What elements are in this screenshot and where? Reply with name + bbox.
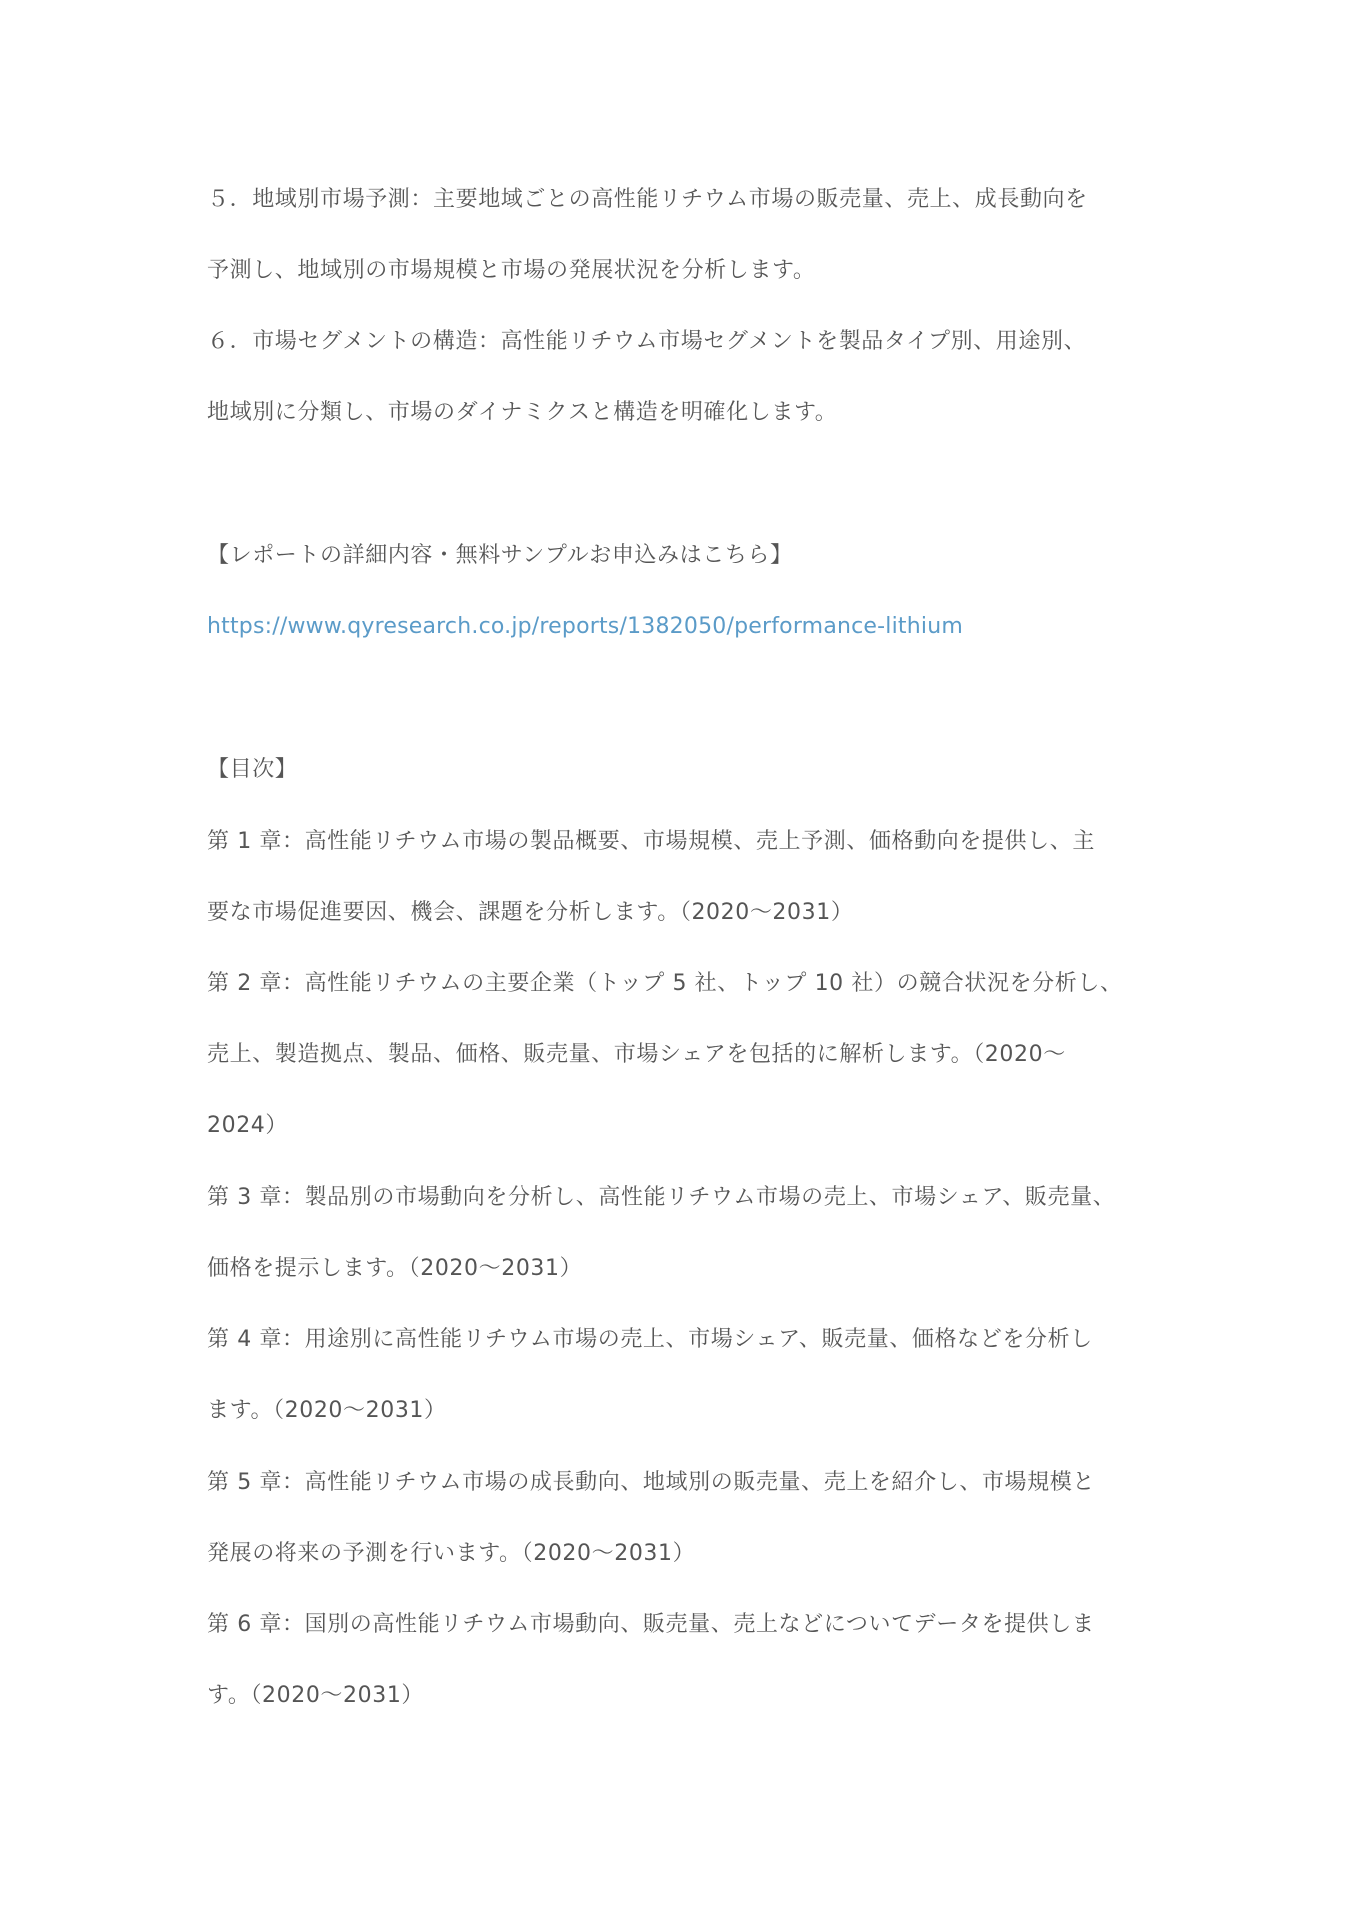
- toc-ch2-line3: 2024）: [207, 1113, 288, 1138]
- toc-ch6-line1: 第 6 章：国別の高性能リチウム市場動向、販売量、売上などについてデータを提供しま: [207, 1612, 1095, 1637]
- item5-line1: ５．地域別市場予測：主要地域ごとの高性能リチウム市場の販売量、売上、成長動向を: [207, 187, 1088, 212]
- toc-ch4-line2: ます。（2020～2031）: [207, 1398, 447, 1423]
- item5-line2: 予測し、地域別の市場規模と市場の発展状況を分析します。: [207, 258, 816, 283]
- toc-ch2-line1: 第 2 章：高性能リチウムの主要企業（トップ 5 社、トップ 10 社）の競合状況を分析し、: [207, 971, 1123, 996]
- toc-ch3-line1: 第 3 章：製品別の市場動向を分析し、高性能リチウム市場の売上、市場シェア、販売量、: [207, 1185, 1116, 1210]
- toc-heading: 【目次】: [207, 757, 298, 782]
- report-link[interactable]: https://www.qyresearch.co.jp/reports/1382050/performance-lithium: [207, 614, 963, 639]
- toc-ch5-line1: 第 5 章：高性能リチウム市場の成長動向、地域別の販売量、売上を紹介し、市場規模と: [207, 1470, 1095, 1495]
- item6-line1: ６．市場セグメントの構造：高性能リチウム市場セグメントを製品タイプ別、用途別、: [207, 329, 1087, 354]
- toc-ch1-line1: 第 1 章：高性能リチウム市場の製品概要、市場規模、売上予測、価格動向を提供し、主: [207, 829, 1095, 854]
- report-heading: 【レポートの詳細内容・無料サンプルお申込みはこちら】: [207, 543, 793, 568]
- toc-ch1-line2: 要な市場促進要因、機会、課題を分析します。（2020～2031）: [207, 900, 854, 925]
- item6-line2: 地域別に分類し、市場のダイナミクスと構造を明確化します。: [207, 400, 838, 425]
- toc-ch6-line2: す。（2020～2031）: [207, 1683, 425, 1708]
- toc-ch5-line2: 発展の将来の予測を行います。（2020～2031）: [207, 1541, 696, 1566]
- toc-ch3-line2: 価格を提示します。（2020～2031）: [207, 1256, 583, 1281]
- toc-ch2-line2: 売上、製造拠点、製品、価格、販売量、市場シェアを包括的に解析します。（2020～: [207, 1042, 1066, 1067]
- toc-ch4-line1: 第 4 章：用途別に高性能リチウム市場の売上、市場シェア、販売量、価格などを分析し: [207, 1327, 1093, 1352]
